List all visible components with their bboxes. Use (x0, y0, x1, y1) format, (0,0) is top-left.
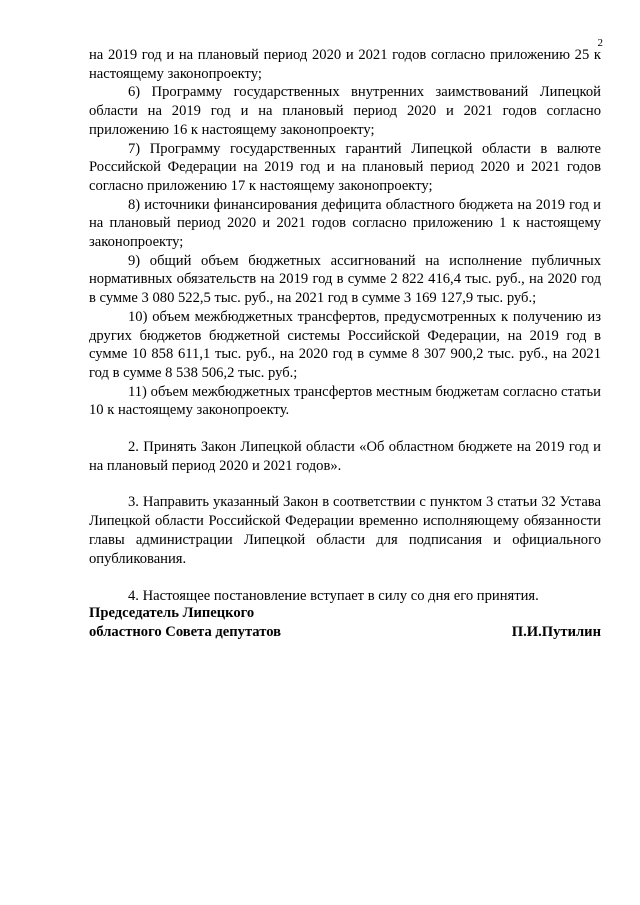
paragraph-item-10: 10) объем межбюджетных трансфертов, предусмотренных к получению из других бюджетов бюджетной системы Российской Федерации, на 2019 год в сумме 10 858 611,1 тыс. руб., на 2020 год в сумме 8 307 900,2 тыс. руб., на 2021 год в сумме 8 538 506,2 тыс. руб.; (89, 308, 601, 381)
paragraph-section-4: 4. Настоящее постановление вступает в силу со дня его принятия. (128, 588, 539, 605)
paragraph-continuation: на 2019 год и на плановый период 2020 и 2021 годов согласно приложению 25 к настоящему законопроекту; (89, 47, 601, 82)
page-number: 2 (597, 37, 603, 49)
paragraph-item-6: 6) Программу государственных внутренних заимствований Липецкой области на 2019 год и на плановый период 2020 и 2021 годов согласно приложению 16 к настоящему законопроекту; (89, 84, 601, 138)
paragraph-item-9: 9) общий объем бюджетных ассигнований на исполнение публичных нормативных обязательств на 2019 год в сумме 2 822 416,4 тыс. руб., на 2020 год в сумме 3 080 522,5 тыс. руб., на 2021 год в сумме 3 169 127,9 тыс. руб.; (89, 252, 601, 307)
signer-title-line-1: Председатель Липецкого (89, 605, 255, 621)
signature-block (89, 604, 601, 641)
paragraph-section-3: 3. Направить указанный Закон в соответствии с пунктом 3 статьи 32 Устава Липецкой области Российской Федерации временно исполняющему обязанности главы администрации Липецкой области для подписания и официального опубликования. (89, 494, 601, 567)
signer-name: П.И.Путилин (511, 623, 601, 640)
signature-line (89, 623, 601, 642)
paragraph-section-2: 2. Принять Закон Липецкой области «Об областном бюджете на 2019 год и на плановый период 2020 и 2021 годов». (89, 439, 601, 474)
paragraph-item-8: 8) источники финансирования дефицита областного бюджета на 2019 год и на плановый период 2020 и 2021 годов согласно приложению 1 к настоящему законопроекту; (89, 196, 601, 251)
signer-title-line-2: областного Совета депутатов (89, 623, 282, 640)
paragraph-item-11: 11) объем межбюджетных трансфертов местным бюджетам согласно статьи 10 к настоящему законопроекту. (89, 383, 601, 419)
paragraph-item-7: 7) Программу государственных гарантий Липецкой области в валюте Российской Федерации на 2019 год и на плановый период 2020 и 2021 годов согласно приложению 17 к настоящему законопроекту; (89, 140, 601, 194)
document-body (89, 46, 601, 606)
